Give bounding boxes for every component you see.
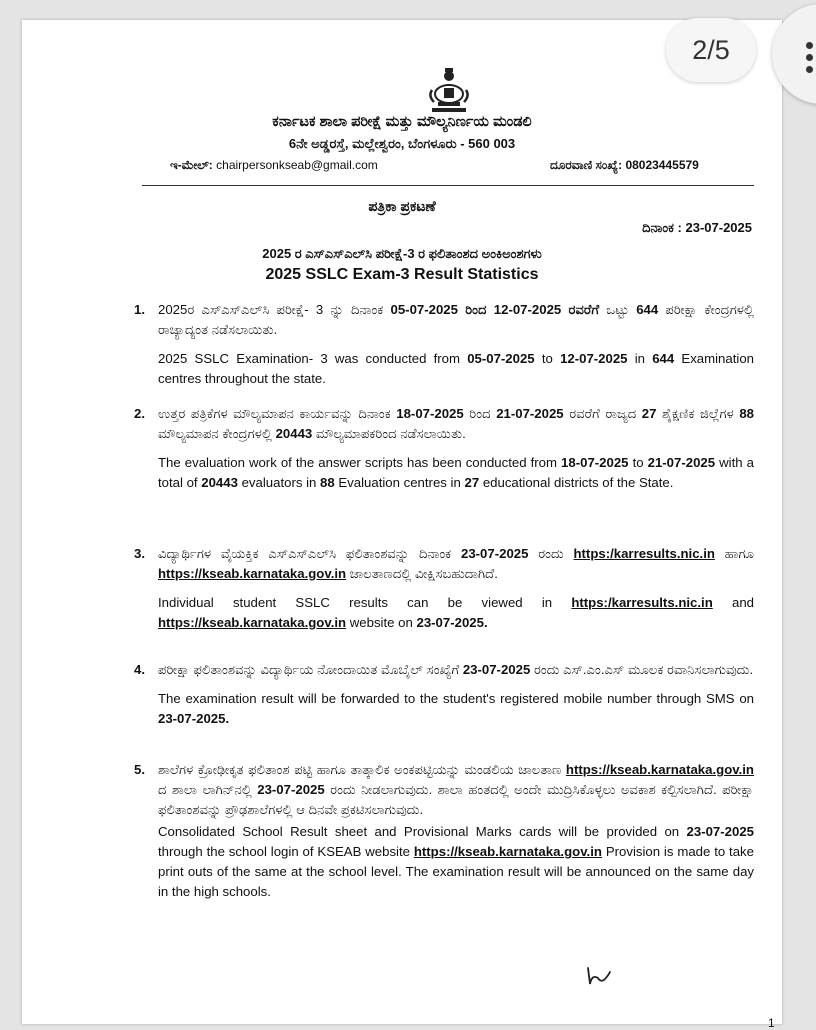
page-number: 1 [768,1016,775,1030]
press-release-heading: ಪತ್ರಿಕಾ ಪ್ರಕಟಣೆ [368,198,436,214]
list-item [134,660,754,729]
item-number: 1. [134,302,145,317]
item-text-kannada: ಉತ್ತರ ಪತ್ರಿಕೆಗಳ ಮೌಲ್ಯಮಾಪನ ಕಾರ್ಯವನ್ನು ದಿನಾಂಕ 18-07-2025 ರಿಂದ 21-07-2025 ರವರೆಗೆ ರಾಜ್ಯದ 27 ಶೈಕ್ಷಣಿಕ ಜಿಲ್ಲೆಗಳ 88 ಮೌಲ್ಯಮಾಪನ ಕೇಂದ್ರಗಳಲ್ಲಿ 20443 ಮೌಲ್ಯಮಾಪಕರಿಂದ ನಡೆಸಲಾಯಿತು. [158,406,755,441]
item-text-kannada: 2025ರ ಎಸ್‌ಎಸ್‌ಎಲ್‌ಸಿ ಪರೀಕ್ಷೆ- 3 ನ್ನು ದಿನಾಂಕ 05-07-2025 ರಿಂದ 12-07-2025 ರವರೆಗೆ ಒಟ್ಟು 644 ಪರೀಕ್ಷಾ ಕೇಂದ್ರಗಳಲ್ಲಿ ರಾಜ್ಯಾದ್ಯಂತ ನಡೆಸಲಾಯಿತು. [158,302,754,337]
item-text-english: The evaluation work of the answer scripts has been conducted from 18-07-2025 to 21-07-2025 with a total of 20443 evaluators in 88 Evaluation centres in 27 educational districts of the State. [158,455,754,490]
email-label: ಇ-ಮೇಲ್: [170,158,213,172]
item-text-english: The examination result will be forwarded to the student's registered mobile number through SMS on 23-07-2025. [158,691,754,726]
title-english: 2025 SSLC Exam-3 Result Statistics [265,266,539,283]
list-item [134,544,755,633]
email-line [170,158,378,173]
title-kannada: 2025 ರ ಎಸ್‌ಎಸ್‌ಎಲ್‌ಸಿ ಪರೀಕ್ಷೆ-3 ರ ಫಲಿತಾಂಶದ ಅಂಕಿಅಂಶಗಳು [262,246,542,261]
handwritten-initial-icon [584,964,614,990]
government-emblem-icon [424,64,474,116]
item-text-kannada: ಶಾಲೆಗಳ ಕ್ರೋಢೀಕೃತ ಫಲಿತಾಂಶ ಪಟ್ಟಿ ಹಾಗೂ ತಾತ್ಕಾಲಿಕ ಅಂಕಪಟ್ಟಿಯನ್ನು ಮಂಡಲಿಯ ಜಾಲತಾಣ https://kseab.karnataka.gov.in ದ ಶಾಲಾ ಲಾಗಿನ್‌ನಲ್ಲಿ 23-07-2025 ರಂದು ನೀಡಲಾಗುವುದು. ಶಾಲಾ ಹಂತದಲ್ಲಿ ಅಂದೇ ಮುದ್ರಿಸಿಕೊಳ್ಳಲು ಅವಕಾಶ ಕಲ್ಪಿಸಲಾಗಿದೆ. ಪರೀಕ್ಷಾ ಫಲಿತಾಂಶವನ್ನು ಪ್ರೌಢಶಾಲೆಗಳಲ್ಲಿ ಆ ದಿನವೇ ಪ್ರಕಟಿಸಲಾಗುವುದು. [158,762,754,817]
item-number: 2. [134,406,145,421]
org-address: 6ನೇ ಅಡ್ಡರಸ್ತೆ, ಮಲ್ಲೇಶ್ವರಂ, ಬೆಂಗಳೂರು - 560 003 [288,136,516,151]
item-text-kannada: ಪರೀಕ್ಷಾ ಫಲಿತಾಂಶವನ್ನು ವಿದ್ಯಾರ್ಥಿಯ ನೋಂದಾಯಿತ ಮೊಬೈಲ್ ಸಂಖ್ಯೆಗೆ 23-07-2025 ರಂದು ಎಸ್.ಎಂ.ಎಸ್ ಮೂಲಕ ರವಾನಿಸಲಾಗುವುದು. [158,662,754,677]
org-name: ಕರ್ನಾಟಕ ಶಾಲಾ ಪರೀಕ್ಷೆ ಮತ್ತು ಮೌಲ್ಯನಿರ್ಣಯ ಮಂಡಲಿ [272,114,532,130]
document-page [22,20,782,1030]
header-divider [142,185,754,186]
link-kseab[interactable]: https://kseab.karnataka.gov.in [565,762,754,777]
item-text-kannada: ವಿದ್ಯಾರ್ಥಿಗಳ ವೈಯಕ್ತಿಕ ಎಸ್‌ಎಸ್‌ಎಲ್‌ಸಿ ಫಲಿತಾಂಶವನ್ನು ದಿನಾಂಕ 23-07-2025 ರಂದು https:/karresults.nic.in ಹಾಗೂ https://kseab.karnataka.gov.in ಜಾಲತಾಣದಲ್ಲಿ ವೀಕ್ಷಿಸಬಹುದಾಗಿದೆ. [158,546,755,581]
link-kseab[interactable]: https://kseab.karnataka.gov.in [413,844,602,859]
phone-label: ದೂರವಾಣಿ ಸಂಖ್ಯೆ: [550,158,623,172]
list-item [134,300,754,389]
item-text-english: Consolidated School Result sheet and Provisional Marks cards will be provided on 23-07-2025 through the school login of KSEAB website https://kseab.karnataka.gov.in Provision is made to take print outs of the same at the school level. The examination result will be announced on the same day in the high schools. [158,824,754,899]
list-item [134,760,754,902]
email-address: chairpersonkseab@gmail.com [216,158,378,172]
page-indicator[interactable]: 2/5 [666,18,756,82]
link-karresults[interactable]: https:/karresults.nic.in [571,595,713,610]
link-karresults[interactable]: https:/karresults.nic.in [573,546,715,561]
list-item [134,404,755,493]
item-number: 5. [134,762,145,777]
phone-line [550,158,699,173]
item-text-english: Individual student SSLC results can be viewed in https:/karresults.nic.in and https://kseab.karnataka.gov.in website on 23-07-2025. [158,595,754,630]
link-kseab[interactable]: https://kseab.karnataka.gov.in [158,615,347,630]
item-number: 3. [134,546,145,561]
item-number: 4. [134,662,145,677]
phone-number: 08023445579 [625,158,699,172]
link-kseab[interactable]: https://kseab.karnataka.gov.in [158,566,347,581]
item-text-english: 2025 SSLC Examination- 3 was conducted from 05-07-2025 to 12-07-2025 in 644 Examination centres throughout the state. [158,351,754,386]
date-line: ದಿನಾಂಕ : 23-07-2025 [642,220,752,235]
